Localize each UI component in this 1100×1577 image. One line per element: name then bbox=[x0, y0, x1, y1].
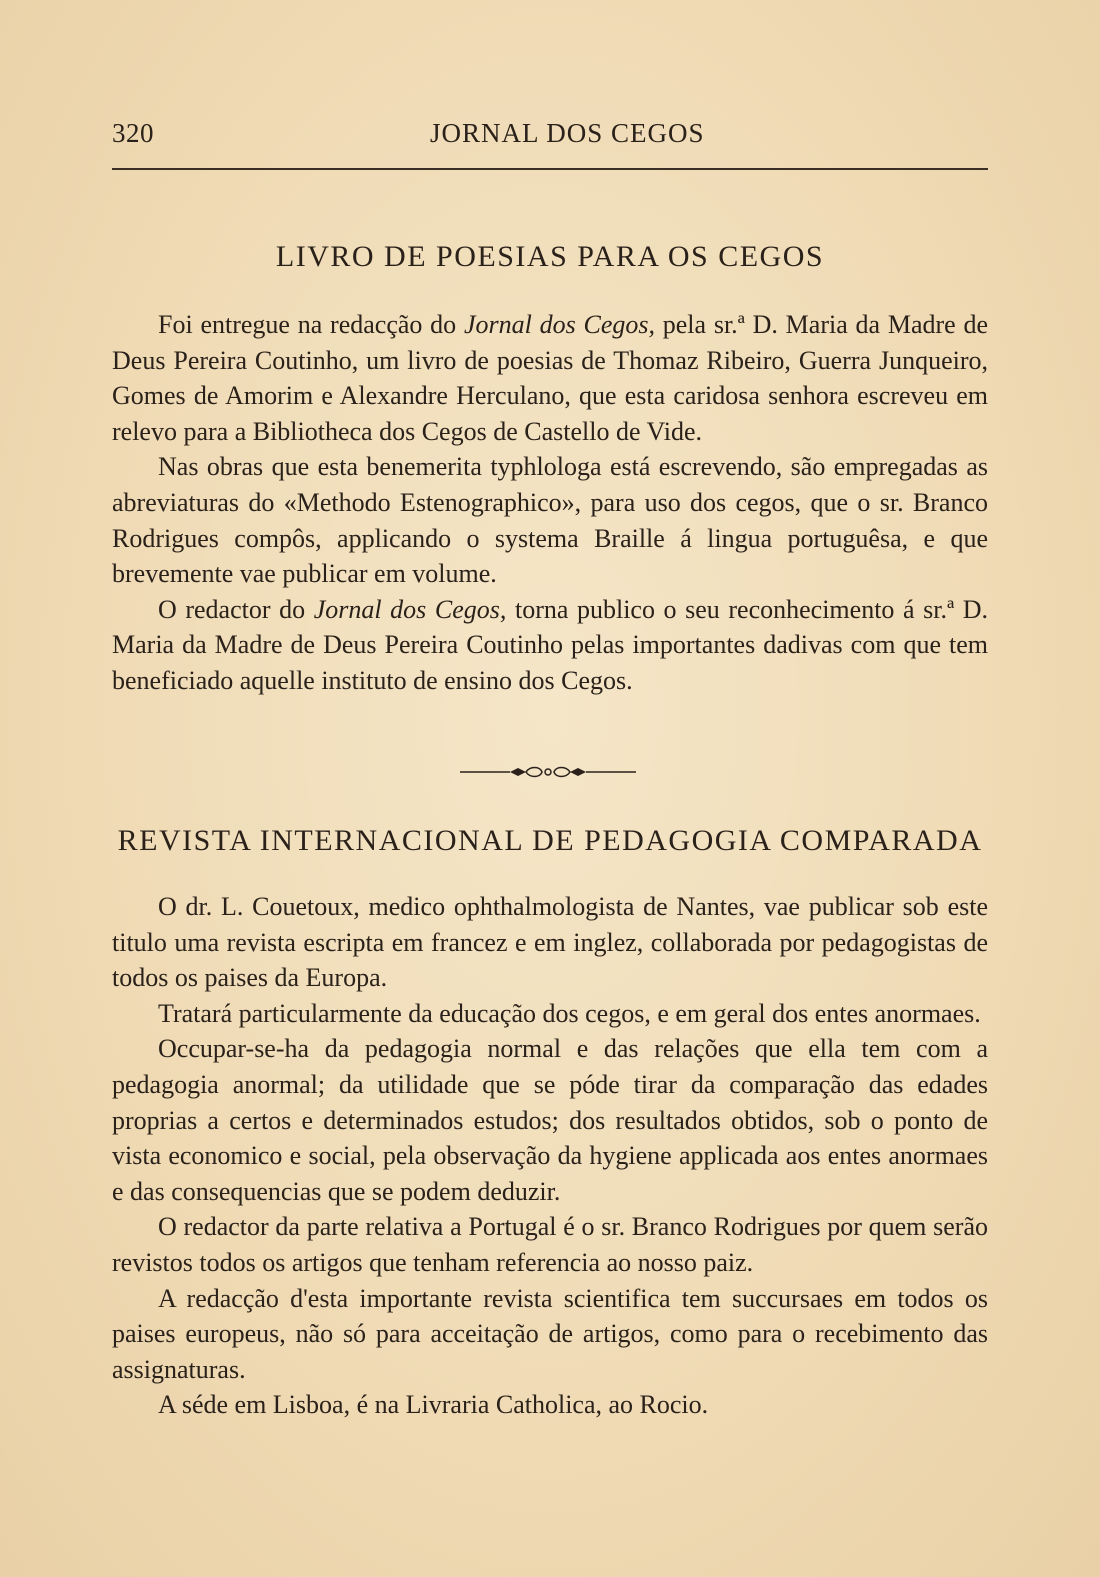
paragraph bbox=[112, 307, 988, 449]
paragraph-text: pela sr.ª D. Maria da Madre de Deus Pereira Coutinho, um livro de poesias de Thomaz Ribeiro, Guerra Junqueiro, Gomes de Amorim e Alexandre Herculano, que esta caridosa senhora escreveu em relevo para a Bibliotheca dos Cegos de Castello de Vide. bbox=[112, 310, 988, 446]
paragraph: O dr. L. Couetoux, medico ophthalmologista de Nantes, vae publicar sob este titulo uma revista escripta em francez e em inglez, collaborada por pedagogistas de todos os paises da Europa. bbox=[112, 892, 988, 993]
section-title-revista-internacional: REVISTA INTERNACIONAL DE PEDAGOGIA COMPARADA bbox=[117, 824, 983, 857]
paragraph-text: Foi entregue na redacção do bbox=[158, 310, 464, 339]
running-head bbox=[112, 118, 988, 158]
paragraph: Tratará particularmente da educação dos cegos, e em geral dos entes anormaes. bbox=[158, 998, 981, 1028]
paragraph-text: O redactor do bbox=[158, 594, 314, 624]
paragraph: A séde em Lisboa, é na Livraria Catholica, ao Rocio. bbox=[158, 1390, 709, 1420]
section-body-revista-internacional bbox=[112, 889, 988, 1423]
paragraph bbox=[112, 592, 988, 699]
header-rule bbox=[112, 168, 988, 170]
paragraph: O redactor da parte relativa a Portugal é o sr. Branco Rodrigues por quem serão revistos todos os artigos que tenham referencia ao nosso paiz. bbox=[112, 1212, 988, 1277]
section-title-livro-de-poesias: LIVRO DE POESIAS PARA OS CEGOS bbox=[275, 240, 825, 273]
paragraph-text: torna publico o seu reconhecimento á sr.ª D. Maria da Madre de Deus Pereira Coutinho pelas importantes dadivas com que tem beneficiado aquelle instituto de ensino dos Cegos. bbox=[112, 594, 989, 695]
page-number: 320 bbox=[112, 118, 154, 148]
paragraph: A redacção d'esta importante revista scientifica tem succursaes em todos os paises europeus, não só para acceitação de artigos, como para o recebimento das assignaturas. bbox=[112, 1283, 988, 1384]
paragraph: Nas obras que esta benemerita typhlologa está escrevendo, são empregadas as abreviaturas do «Methodo Estenographico», para uso dos cegos, que o sr. Branco Rodrigues compôs, applicando o systema Braille á lingua portuguêsa, e que brevemente vae publicar em volume. bbox=[112, 452, 988, 589]
section-body-livro-de-poesias bbox=[112, 307, 988, 699]
paragraph: Occupar-se-ha da pedagogia normal e das relações que ella tem com a pedagogia anormal; da utilidade que se póde tirar da comparação das edades proprias a certos e determinados estudos; dos resultados obtidos, sob o ponto de vista economico e social, pela observação da hygiene applicada aos entes anormaes e das consequencias que se podem deduzir. bbox=[112, 1034, 988, 1206]
journal-name-italic: Jornal dos Cegos, bbox=[463, 310, 655, 339]
journal-name-italic: Jornal dos Cegos, bbox=[313, 594, 507, 624]
journal-title: JORNAL DOS CEGOS bbox=[430, 118, 705, 148]
ornament-divider bbox=[460, 764, 636, 780]
